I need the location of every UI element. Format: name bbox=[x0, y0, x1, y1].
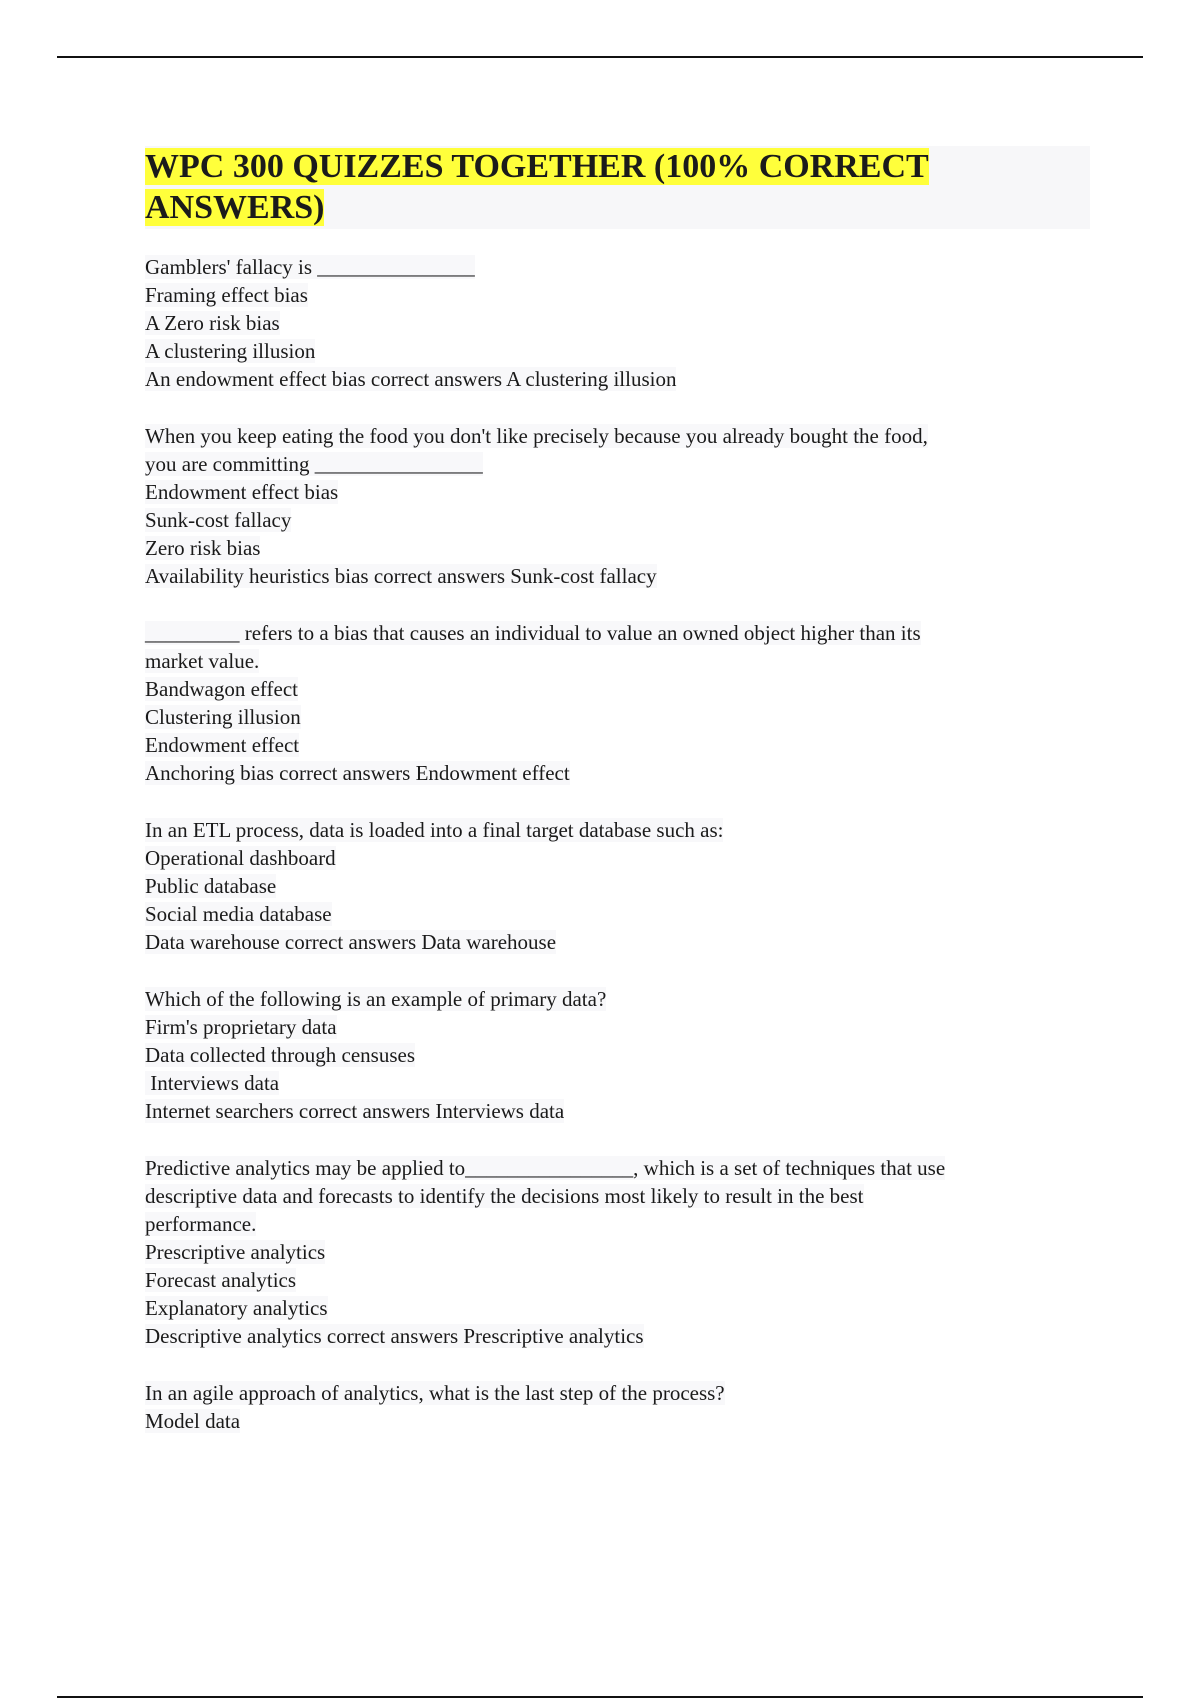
line-text: Gamblers' fallacy is _______________ bbox=[145, 255, 475, 279]
line-text: Endowment effect bias bbox=[145, 480, 339, 504]
line-text: Bandwagon effect bbox=[145, 677, 298, 701]
question-answer-line bbox=[145, 759, 1090, 787]
footer-rule bbox=[57, 1696, 1143, 1698]
question-text-line bbox=[145, 1013, 1090, 1041]
question-text-line bbox=[145, 1069, 1090, 1097]
line-text: performance. bbox=[145, 1212, 257, 1236]
question-answer-line bbox=[145, 928, 1090, 956]
question-text-line bbox=[145, 281, 1090, 309]
question-block bbox=[145, 985, 1090, 1125]
question-text-line bbox=[145, 1154, 1090, 1182]
line-text: _________ refers to a bias that causes an individual to value an owned object higher than its bbox=[145, 621, 921, 645]
document-body bbox=[145, 146, 1090, 1464]
question-block bbox=[145, 1379, 1090, 1435]
question-text-line bbox=[145, 872, 1090, 900]
line-text: Model data bbox=[145, 1409, 241, 1433]
question-text-line bbox=[145, 675, 1090, 703]
question-text-line bbox=[145, 844, 1090, 872]
line-text: Prescriptive analytics bbox=[145, 1240, 326, 1264]
question-text-line bbox=[145, 1266, 1090, 1294]
question-text-line bbox=[145, 1182, 1090, 1210]
question-block bbox=[145, 253, 1090, 393]
question-block bbox=[145, 619, 1090, 787]
question-text-line bbox=[145, 1041, 1090, 1069]
line-text: Firm's proprietary data bbox=[145, 1015, 337, 1039]
line-text: When you keep eating the food you don't like precisely because you already bought the food, bbox=[145, 424, 928, 448]
line-text: An endowment effect bias correct answers A clustering illusion bbox=[145, 367, 677, 391]
line-text: In an ETL process, data is loaded into a final target database such as: bbox=[145, 818, 724, 842]
line-text: Clustering illusion bbox=[145, 705, 301, 729]
line-text: Anchoring bias correct answers Endowment effect bbox=[145, 761, 570, 785]
title-block bbox=[145, 146, 1090, 229]
line-text: Endowment effect bbox=[145, 733, 300, 757]
document-title bbox=[145, 146, 1090, 228]
line-text: Internet searchers correct answers Interviews data bbox=[145, 1099, 565, 1123]
line-text: Data collected through censuses bbox=[145, 1043, 415, 1067]
question-text-line bbox=[145, 422, 1090, 450]
line-text: Social media database bbox=[145, 902, 332, 926]
question-block bbox=[145, 422, 1090, 590]
question-text-line bbox=[145, 309, 1090, 337]
question-text-line bbox=[145, 647, 1090, 675]
line-text: Public database bbox=[145, 874, 277, 898]
question-text-line bbox=[145, 506, 1090, 534]
line-text: Zero risk bias bbox=[145, 536, 261, 560]
question-answer-line bbox=[145, 562, 1090, 590]
line-text: descriptive data and forecasts to identify the decisions most likely to result in the best bbox=[145, 1184, 864, 1208]
question-text-line bbox=[145, 816, 1090, 844]
question-text-line bbox=[145, 1238, 1090, 1266]
line-text: Interviews data bbox=[145, 1071, 280, 1095]
line-text: Framing effect bias bbox=[145, 283, 308, 307]
question-text-line bbox=[145, 1294, 1090, 1322]
question-answer-line bbox=[145, 1097, 1090, 1125]
line-text: Descriptive analytics correct answers Prescriptive analytics bbox=[145, 1324, 644, 1348]
line-text: market value. bbox=[145, 649, 260, 673]
question-text-line bbox=[145, 534, 1090, 562]
question-text-line bbox=[145, 703, 1090, 731]
question-text-line bbox=[145, 337, 1090, 365]
question-block bbox=[145, 816, 1090, 956]
question-text-line bbox=[145, 478, 1090, 506]
line-text: A Zero risk bias bbox=[145, 311, 280, 335]
question-text-line bbox=[145, 619, 1090, 647]
question-text-line bbox=[145, 985, 1090, 1013]
question-block bbox=[145, 1154, 1090, 1350]
line-text: Data warehouse correct answers Data warehouse bbox=[145, 930, 557, 954]
title-highlight: WPC 300 QUIZZES TOGETHER (100% CORRECT ANSWERS) bbox=[145, 148, 929, 226]
question-answer-line bbox=[145, 365, 1090, 393]
question-text-line bbox=[145, 450, 1090, 478]
question-text-line bbox=[145, 1210, 1090, 1238]
line-text: A clustering illusion bbox=[145, 339, 316, 363]
question-answer-line bbox=[145, 1407, 1090, 1435]
question-text-line bbox=[145, 900, 1090, 928]
line-text: Explanatory analytics bbox=[145, 1296, 328, 1320]
line-text: Forecast analytics bbox=[145, 1268, 297, 1292]
line-text: Availability heuristics bias correct answers Sunk-cost fallacy bbox=[145, 564, 657, 588]
line-text: you are committing ________________ bbox=[145, 452, 483, 476]
line-text: In an agile approach of analytics, what is the last step of the process? bbox=[145, 1381, 725, 1405]
question-text-line bbox=[145, 253, 1090, 281]
header-rule bbox=[57, 56, 1143, 58]
question-list bbox=[145, 253, 1090, 1435]
line-text: Which of the following is an example of primary data? bbox=[145, 987, 607, 1011]
line-text: Operational dashboard bbox=[145, 846, 336, 870]
line-text: Predictive analytics may be applied to________________, which is a set of techniques that use bbox=[145, 1156, 946, 1180]
question-text-line bbox=[145, 1379, 1090, 1407]
question-answer-line bbox=[145, 1322, 1090, 1350]
line-text: Sunk-cost fallacy bbox=[145, 508, 292, 532]
question-text-line bbox=[145, 731, 1090, 759]
